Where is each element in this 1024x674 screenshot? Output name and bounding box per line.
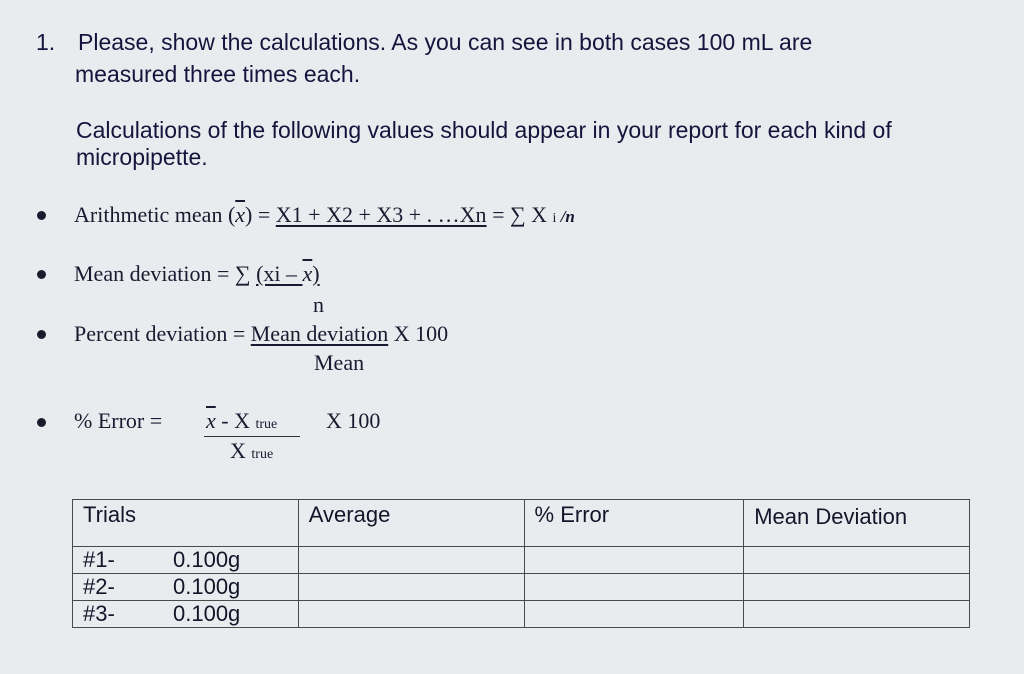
- mean-numerator: X1 + X2 + X3 + . …Xn: [275, 202, 487, 227]
- header-mean-deviation: Mean Deviation: [744, 500, 970, 547]
- trials-table: [72, 499, 970, 628]
- percent-dev-times: X 100: [388, 321, 449, 346]
- mean-deviation-cell[interactable]: [744, 601, 970, 628]
- formula-mean-deviation: [74, 261, 320, 287]
- trial-cell: [73, 547, 299, 574]
- mean-rhs: = ∑ X: [486, 202, 553, 227]
- instruction-line-3: Calculations of the following values should appear in your report for each kind of: [76, 117, 892, 143]
- error-den-subscript: true: [251, 447, 274, 462]
- error-xbar-symbol: $\overline{x}$: [206, 408, 216, 433]
- table-row: [73, 574, 970, 601]
- mean-label: Arithmetic mean (: [74, 202, 236, 227]
- instruction-line-2: measured three times each.: [75, 61, 361, 87]
- mean-xbar-symbol: $\overline{x}$: [235, 202, 246, 227]
- trial-value: 0.100g: [173, 547, 241, 572]
- error-numerator: [206, 408, 277, 438]
- error-num-subscript: true: [255, 417, 278, 432]
- mean-dev-numerator-a: (xi –: [256, 261, 303, 286]
- trial-number: #1-: [83, 547, 115, 572]
- header-average: Average: [298, 500, 524, 547]
- percent-dev-denominator: Mean: [314, 350, 365, 375]
- error-label: % Error =: [74, 408, 163, 433]
- trial-number: #2-: [83, 574, 115, 599]
- mean-dev-xbar-symbol: $\overline{x}$: [302, 261, 313, 286]
- error-numerator-text: - X: [215, 408, 256, 433]
- error-cell[interactable]: [524, 547, 744, 574]
- mean-tail: /n: [556, 207, 575, 226]
- header-error: % Error: [524, 500, 744, 547]
- average-cell[interactable]: [298, 547, 524, 574]
- percent-dev-numerator: Mean deviation: [250, 321, 389, 346]
- formula-percent-deviation: [74, 321, 448, 347]
- instruction-line-4: micropipette.: [76, 144, 208, 170]
- table-row: [73, 547, 970, 574]
- error-denominator-text: X: [230, 438, 252, 463]
- header-trials: Trials: [73, 500, 299, 547]
- question-number: 1.: [36, 29, 56, 55]
- average-cell[interactable]: [298, 574, 524, 601]
- bullet-mean-deviation: [37, 270, 46, 279]
- error-cell[interactable]: [524, 574, 744, 601]
- table-header-row: [73, 500, 970, 547]
- trial-number: #3-: [83, 601, 115, 626]
- mean-dev-numerator-b: ): [312, 261, 320, 286]
- trial-value: 0.100g: [173, 601, 241, 626]
- bullet-percent-deviation: [37, 330, 46, 339]
- bullet-mean: [37, 211, 46, 220]
- error-fraction-bar: [204, 436, 300, 437]
- table-row: [73, 601, 970, 628]
- error-denominator: [230, 438, 273, 468]
- average-cell[interactable]: [298, 601, 524, 628]
- mean-dev-denominator: n: [313, 292, 324, 317]
- trial-cell: [73, 574, 299, 601]
- trial-cell: [73, 601, 299, 628]
- mean-eq: ) =: [245, 202, 276, 227]
- percent-dev-label: Percent deviation =: [74, 321, 251, 346]
- formula-arithmetic-mean: [74, 202, 575, 232]
- trial-value: 0.100g: [173, 574, 241, 599]
- error-times: X 100: [326, 408, 381, 433]
- mean-deviation-cell[interactable]: [744, 574, 970, 601]
- mean-dev-label: Mean deviation = ∑: [74, 261, 257, 286]
- error-cell[interactable]: [524, 601, 744, 628]
- instruction-line-1: Please, show the calculations. As you can see in both cases 100 mL are: [78, 29, 813, 55]
- bullet-error: [37, 418, 46, 427]
- mean-deviation-cell[interactable]: [744, 547, 970, 574]
- mean-subscript: i: [552, 211, 557, 226]
